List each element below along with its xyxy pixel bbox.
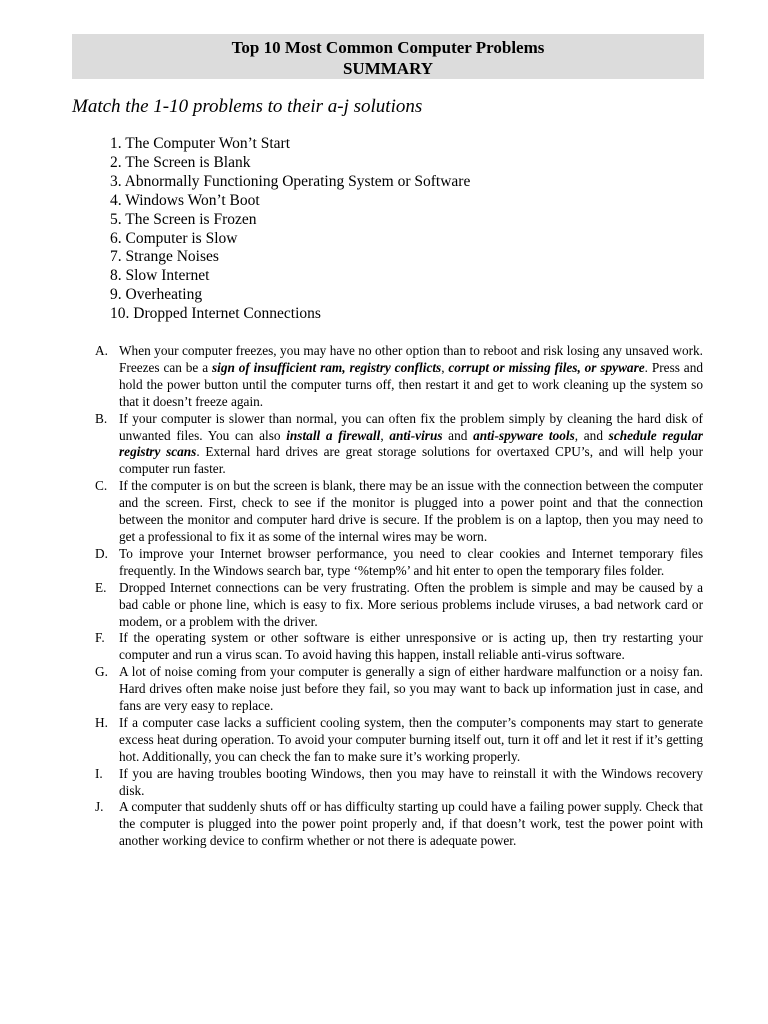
solution-item [95,766,703,800]
solution-text: If you are having troubles booting Windows, then you may have to reinstall it with the Windows recovery disk. [119,765,703,798]
problem-item: 8. Slow Internet [110,267,210,285]
solution-item [95,478,703,546]
problem-item: 3. Abnormally Functioning Operating System or Software [110,172,471,190]
problem-item: 6. Computer is Slow [110,229,238,247]
problem-item: 7. Strange Noises [110,248,219,266]
emphasis-text: install a firewall [286,427,381,443]
solution-text: To improve your Internet browser performance, you need to clear cookies and Internet temporary files frequently. In the Windows search bar, type ‘%temp%’ and hit enter to open the temporary files folder. [119,545,703,578]
solution-letter: A. [95,343,108,358]
problem-item: 1. The Computer Won’t Start [110,135,291,152]
emphasis-text: corrupt or missing files, or spyware [448,359,645,375]
title-box [72,34,704,79]
solution-text: If the operating system or other software is either unresponsive or is acting up, then try restarting your computer and run a virus scan. To avoid having this happen, install reliable anti-virus software. [119,630,703,663]
solution-text: When your computer freezes, you may have no other option than to reboot and risk losing any unsaved work. Freezes can be a [119,343,703,375]
solution-text: A computer that suddenly shuts off or has difficulty starting up could have a failing power supply. Check that the computer is plugged into the power point properly and, if that doesn’t work, test the power point with another working device to confirm whether or not there is adequate power. [119,799,703,849]
emphasis-text: anti-virus [389,427,443,443]
solution-text: Dropped Internet connections can be very frustrating. Often the problem is simple and may be caused by a bad cable or phone line, which is easy to fix. More serious problems include viruses, a bad network card or modem, or a problem with the driver. [119,579,703,629]
emphasis-text: sign of insufficient ram, registry conflicts [211,359,442,375]
solution-list [95,343,703,850]
solution-item [95,546,703,580]
solution-letter: D. [95,545,108,561]
solution-text: If your computer is slower than normal, you can often fix the problem simply by cleaning the hard disk of unwanted files. You can also [119,410,703,443]
problem-item: 2. The Screen is Blank [110,153,251,171]
problem-item: 5. The Screen is Frozen [110,210,257,228]
solution-text: . Press and hold the power button until the computer turns off, then restart it and get to work cleaning up the system so that it doesn’t freeze again. [119,359,703,409]
solution-text: . External hard drives are great storage solutions for overtaxed CPU’s, and will help your computer run faster. [119,444,703,477]
solution-item [95,664,703,715]
solution-item [95,799,703,850]
solution-letter: G. [95,664,108,680]
solution-item [95,580,703,631]
solution-letter: F. [95,630,105,646]
solution-item [95,343,703,411]
problem-item: 4. Windows Won’t Boot [110,191,260,209]
problem-list [110,135,470,324]
solution-item [95,411,703,479]
emphasis-text: anti-spyware tools [473,427,575,443]
problem-item: 10. Dropped Internet Connections [110,305,321,323]
solution-text: , and [574,427,609,443]
solution-text: If the computer is on but the screen is blank, there may be an issue with the connection between the computer and the screen. First, check to see if the monitor is plugged into a power point and that the connection between the monitor and computer hard drive is secure. If the problem is on a laptop, then you may need to get a professional to fix it as some of the internal wires may be worn. [119,478,703,544]
instruction-text: Match the 1-10 problems to their a-j solutions [72,96,423,117]
solution-text: , [441,359,449,375]
solution-letter: I. [95,765,103,781]
solution-text: , [380,427,390,443]
solution-letter: C. [95,478,108,494]
emphasis-text: schedule regular registry scans [119,427,703,460]
solution-text: If a computer case lacks a sufficient cooling system, then the computer’s components may start to generate excess heat during operation. To avoid your computer burning itself out, turn it off and let it rest if it’s getting hot. Additionally, you can check the fan to make sure it’s working properly. [119,714,703,764]
solution-item [95,715,703,766]
problem-item: 9. Overheating [110,286,203,304]
solution-letter: E. [95,579,107,595]
solution-letter: J. [95,799,104,815]
solution-text: and [442,427,474,443]
document-subtitle: SUMMARY [342,59,434,78]
solution-letter: B. [95,410,108,426]
document-title: Top 10 Most Common Computer Problems [231,38,545,57]
solution-text: A lot of noise coming from your computer is generally a sign of either hardware malfunction or a noisy fan. Hard drives often make noise just before they fail, so you may want to back up information just in case, and fans are very easy to replace. [119,664,703,714]
solution-item [95,630,703,664]
solution-letter: H. [95,714,108,730]
